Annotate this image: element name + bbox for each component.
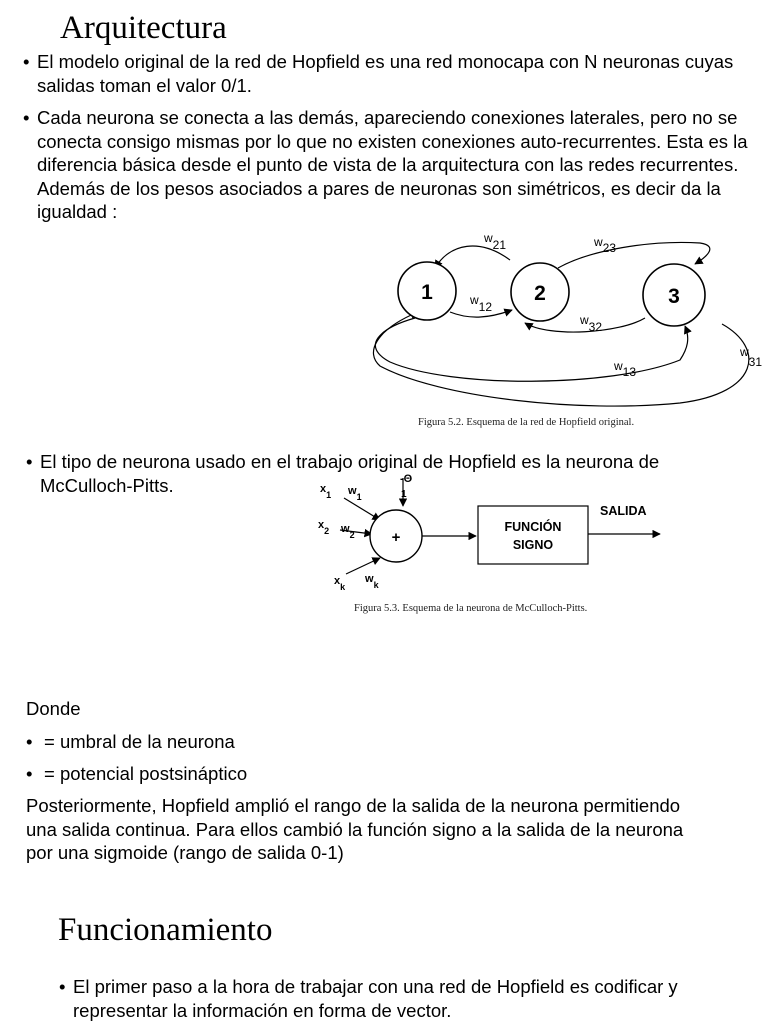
input-x1-line	[344, 498, 380, 520]
bullet-dot: •	[26, 731, 33, 752]
one-label: 1	[401, 489, 407, 500]
bullet-text: El primer paso a la hora de trabajar con una red de Hopfield es codificar y representar la información en forma de vector.	[73, 976, 678, 1021]
bullet-conexiones	[23, 106, 757, 224]
weight-w12: w12	[470, 293, 493, 314]
node-3-label: 3	[668, 285, 680, 308]
edge-w13	[375, 318, 687, 381]
node-2-label: 2	[534, 282, 546, 305]
bullet-text: El modelo original de la red de Hopfield es una red monocapa con N neuronas cuyas salidas toman el valor 0/1.	[37, 51, 734, 96]
mcculloch-pitts-diagram	[310, 470, 680, 598]
bullet-text: = potencial postsináptico	[44, 763, 248, 784]
section-title-funcionamiento: Funcionamiento	[58, 912, 273, 948]
donde-label: Donde	[26, 698, 81, 719]
edge-w23	[558, 242, 710, 268]
weight-w31: w31	[740, 345, 763, 369]
bullet-dot: •	[23, 51, 30, 72]
node-1-label: 1	[421, 281, 433, 304]
weight-w2-label: $w_2$	[341, 523, 355, 540]
bullet-dot: •	[26, 451, 33, 472]
input-xk-line	[346, 558, 380, 574]
edge-w31	[373, 312, 748, 406]
funcion-label: FUNCIÓN	[504, 520, 562, 534]
bullet-dot: •	[26, 763, 33, 784]
weight-w13: w13	[614, 359, 637, 379]
input-xk-label: $x_k$	[334, 575, 346, 592]
input-x2-label: $x_2$	[318, 519, 330, 536]
weight-w32: w32	[580, 313, 603, 334]
signo-label: SIGNO	[512, 538, 554, 552]
bullet-text: = umbral de la neurona	[44, 731, 235, 752]
hopfield-network-diagram	[360, 228, 768, 410]
weight-w21: w21	[484, 231, 507, 252]
sum-symbol: +	[391, 529, 401, 546]
bullet-dot: •	[59, 976, 66, 997]
bullet-modelo-original	[23, 50, 752, 97]
theta-label: -Θ	[400, 473, 413, 485]
donde-item-potencial	[26, 762, 444, 786]
figure-5-2-caption: Figura 5.2. Esquema de la red de Hopfield original.	[418, 417, 635, 428]
funcion-signo-box	[478, 506, 588, 564]
posteriormente-paragraph: Posteriormente, Hopfield amplió el rango de la salida de la neurona permitiendo una salida continua. Para ellos cambió la función signo a la salida de la neurona por una sigmoide (rango de salida 0-1)	[26, 795, 684, 863]
bullet-dot: •	[23, 107, 30, 128]
figure-5-3-caption: Figura 5.3. Esquema de la neurona de McCulloch-Pitts.	[354, 603, 588, 614]
weight-w1-label: $w_1$	[348, 485, 362, 502]
weight-w23: w23	[594, 235, 617, 255]
bullet-primer-paso	[59, 975, 713, 1022]
input-x1-label: $x_1$	[320, 483, 332, 500]
section-title-arquitectura: Arquitectura	[60, 10, 227, 46]
bullet-text: Cada neurona se conecta a las demás, apareciendo conexiones laterales, pero no se conecta consigo mismas por lo que no existen conexiones auto-recurrentes. Esta es la diferencia básica desde el punto de vista de la arquitectura con las redes recurrentes. Además de los pesos asociados a pares de neuronas son simétricos, es decir da la igualdad :	[37, 107, 748, 222]
bullet-text: El tipo de neurona usado en el trabajo original de Hopfield es la neurona de McCulloch-Pitts.	[40, 451, 660, 496]
salida-label: SALIDA	[600, 504, 647, 518]
donde-item-umbral	[26, 730, 444, 754]
weight-wk-label: $w_k$	[365, 573, 379, 590]
